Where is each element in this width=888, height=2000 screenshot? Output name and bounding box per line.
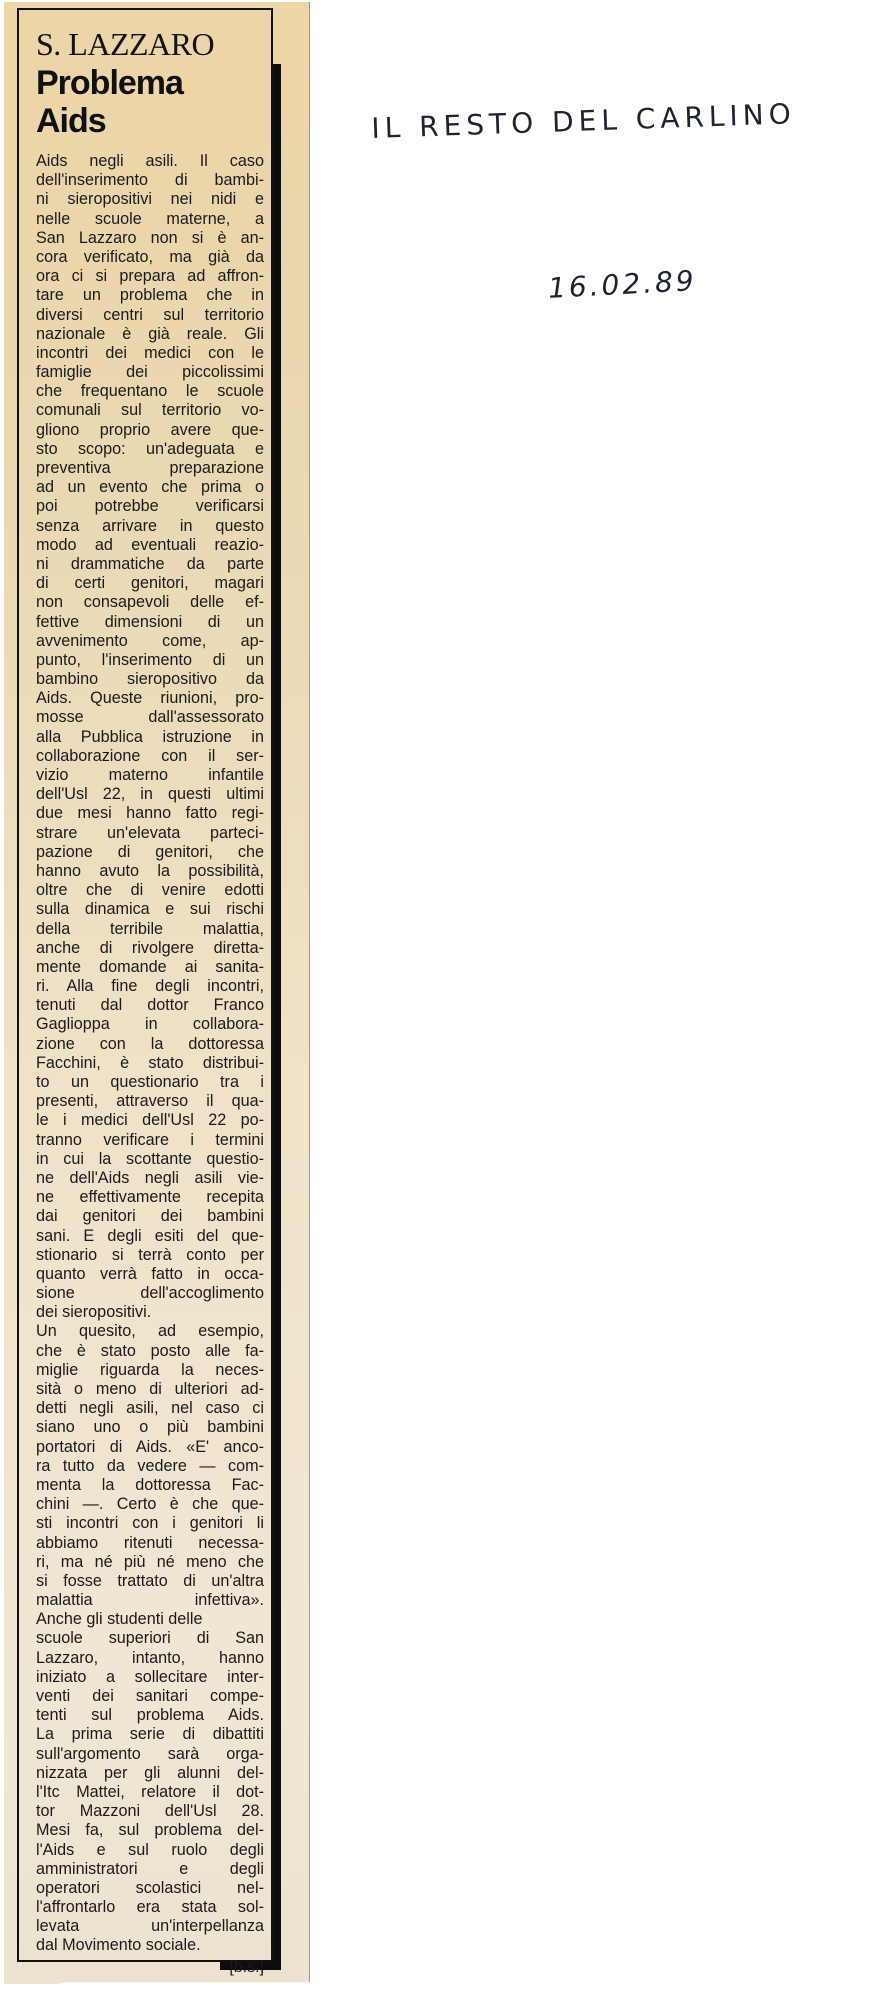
article-line: levata un'interpellanza bbox=[36, 1917, 264, 1936]
article-line: sulla dinamica e sui rischi bbox=[36, 900, 264, 919]
article-line: dei sieropositivi. bbox=[36, 1303, 152, 1322]
article-line: chini —. Certo è che que- bbox=[36, 1495, 264, 1514]
article-line: incontri dei medici con le bbox=[36, 343, 264, 362]
article-line: dai genitori dei bambini bbox=[36, 1207, 264, 1226]
article-line: avvenimento come, ap- bbox=[36, 631, 264, 650]
article-line: mosse dall'assessorato bbox=[36, 708, 264, 727]
article-line: ne effettivamente recepita bbox=[36, 1188, 264, 1207]
article-line: nizzata per gli alunni del- bbox=[36, 1763, 264, 1782]
article-line: gliono proprio avere que- bbox=[36, 420, 264, 439]
headline-line-2: Aids bbox=[36, 102, 106, 140]
article-line: menta la dottoressa Fac- bbox=[36, 1475, 264, 1494]
article-line: vizio materno infantile bbox=[36, 766, 264, 784]
article-line: sione dell'accoglimento bbox=[36, 1284, 264, 1303]
article-line: oltre che di venire edotti bbox=[36, 881, 264, 900]
article-line: malattia infettiva». bbox=[36, 1591, 264, 1610]
article-line: ad un evento che prima o bbox=[36, 478, 264, 497]
article-line: amministratori e degli bbox=[36, 1859, 264, 1878]
handwritten-newspaper-name: IL RESTO DEL CARLINO bbox=[370, 97, 797, 145]
article-line: tare un problema che in bbox=[36, 286, 264, 305]
article-line: stionario si terrà conto per bbox=[36, 1245, 264, 1264]
article-line: tranno verificare i termini bbox=[36, 1130, 264, 1149]
article-line: mente domande ai sanita- bbox=[36, 957, 264, 976]
article-line: sti incontri con i genitori li bbox=[36, 1514, 264, 1533]
article-line: ra tutto da vedere — com- bbox=[36, 1456, 264, 1475]
article-line: tor Mazzoni dell'Usl 28. bbox=[36, 1802, 264, 1821]
article-headline bbox=[36, 64, 264, 140]
article-line: sani. E degli esiti del que- bbox=[36, 1226, 264, 1245]
column-rule bbox=[309, 2, 310, 1988]
article-line: miglie riguarda la neces- bbox=[36, 1360, 264, 1379]
article-line: non consapevoli delle ef- bbox=[36, 593, 264, 612]
article-line: siano uno o più bambini bbox=[36, 1418, 264, 1437]
article-line: poi potrebbe verificarsi bbox=[36, 497, 264, 516]
article-line: l'Aids e sul ruolo degli bbox=[36, 1840, 264, 1859]
article-line: dal Movimento sociale. bbox=[36, 1936, 201, 1955]
article-line: anche di rivolgere diretta- bbox=[36, 938, 264, 957]
article-line: dell'inserimento di bambi- bbox=[36, 171, 264, 190]
article-byline: [b.s.] bbox=[229, 1958, 264, 1976]
article-line: l'Itc Mattei, relatore il dot- bbox=[36, 1782, 264, 1801]
article-line: quanto verrà fatto in occa- bbox=[36, 1264, 264, 1283]
article-line: Anche gli studenti delle bbox=[36, 1610, 203, 1629]
article-line: ri. Alla fine degli incontri, bbox=[36, 977, 264, 996]
headline-line-1: Problema bbox=[36, 64, 183, 102]
article-line: tenti sul problema Aids. bbox=[36, 1706, 264, 1725]
article-line: fettive dimensioni di un bbox=[36, 612, 264, 631]
article-line: che frequentano le scuole bbox=[36, 382, 264, 401]
article-line: nazionale è già reale. Gli bbox=[36, 324, 264, 343]
article-line: in cui la scottante questio- bbox=[36, 1149, 264, 1168]
handwritten-date: 16.02.89 bbox=[547, 264, 698, 305]
article-line: Aids negli asili. Il caso bbox=[36, 152, 264, 170]
article-line: della terribile malattia, bbox=[36, 919, 264, 938]
article-line: si fosse trattato di un'altra bbox=[36, 1571, 264, 1590]
article-line: abbiamo ritenuti necessa- bbox=[36, 1533, 264, 1552]
article-line: to un questionario tra i bbox=[36, 1073, 264, 1091]
article-line: punto, l'inserimento di un bbox=[36, 650, 264, 669]
newspaper-clipping bbox=[4, 2, 310, 1984]
article-line: famiglie dei piccolissimi bbox=[36, 363, 264, 382]
article-line: Lazzaro, intanto, hanno bbox=[36, 1648, 264, 1667]
article-body bbox=[36, 152, 264, 1956]
article-line: sull'argomento sarà orga- bbox=[36, 1744, 264, 1763]
article-line: nelle scuole materne, a bbox=[36, 209, 264, 228]
article-line: bambino sieropositivo da bbox=[36, 670, 264, 689]
article-line: le i medici dell'Usl 22 po- bbox=[36, 1111, 264, 1130]
article-line: Gaglioppa in collabora- bbox=[36, 1015, 264, 1034]
article-line: venti dei sanitari compe- bbox=[36, 1687, 264, 1705]
article-line: modo ad eventuali reazio- bbox=[36, 535, 264, 554]
article-line: di certi genitori, magari bbox=[36, 574, 264, 593]
frame-shadow-right bbox=[273, 64, 281, 1970]
article-line: presenti, attraverso il qua- bbox=[36, 1092, 264, 1111]
article-line: alla Pubblica istruzione in bbox=[36, 727, 264, 746]
article-line: ne dell'Aids negli asili vie- bbox=[36, 1168, 264, 1187]
article-line: hanno avuto la possibilità, bbox=[36, 861, 264, 880]
article-kicker: S. LAZZARO bbox=[36, 26, 215, 62]
article bbox=[36, 26, 264, 1978]
article-line: l'affrontarlo era stata sol- bbox=[36, 1898, 264, 1917]
article-line: pazione di genitori, che bbox=[36, 842, 264, 861]
article-line: zione con la dottoressa bbox=[36, 1034, 264, 1053]
article-line: senza arrivare in questo bbox=[36, 516, 264, 535]
article-line: che è stato posto alle fa- bbox=[36, 1341, 264, 1360]
article-line: detti negli asili, nel caso ci bbox=[36, 1399, 264, 1418]
article-line: scuole superiori di San bbox=[36, 1629, 264, 1648]
article-line: ri, ma né più né meno che bbox=[36, 1552, 264, 1571]
article-line: diversi centri sul territorio bbox=[36, 305, 264, 324]
article-line: sità o meno di ulteriori ad- bbox=[36, 1380, 264, 1398]
article-line: strare un'elevata parteci- bbox=[36, 823, 264, 842]
article-line: collaborazione con il ser- bbox=[36, 746, 264, 765]
torn-edge bbox=[4, 1978, 310, 1992]
article-line: ni drammatiche da parte bbox=[36, 554, 264, 573]
article-line: portatori di Aids. «E' anco- bbox=[36, 1437, 264, 1456]
article-line: ora ci si prepara ad affron- bbox=[36, 267, 264, 286]
article-line: San Lazzaro non si è an- bbox=[36, 228, 264, 247]
article-line: tenuti dal dottor Franco bbox=[36, 996, 264, 1015]
article-line: cora verificato, ma già da bbox=[36, 247, 264, 266]
article-line: operatori scolastici nel- bbox=[36, 1878, 264, 1897]
article-line: ni sieropositivi nei nidi e bbox=[36, 190, 264, 209]
article-line: sto scopo: un'adeguata e bbox=[36, 439, 264, 458]
article-line: Un quesito, ad esempio, bbox=[36, 1322, 264, 1341]
article-line: Facchini, è stato distribui- bbox=[36, 1053, 264, 1072]
article-line: iniziato a sollecitare inter- bbox=[36, 1667, 264, 1686]
article-line: comunali sul territorio vo- bbox=[36, 401, 264, 420]
article-line: preventiva preparazione bbox=[36, 459, 264, 477]
article-line: Aids. Queste riunioni, pro- bbox=[36, 689, 264, 708]
article-line: La prima serie di dibattiti bbox=[36, 1725, 264, 1744]
article-line: Mesi fa, sul problema del- bbox=[36, 1821, 264, 1840]
article-line: dell'Usl 22, in questi ultimi bbox=[36, 785, 264, 804]
article-line: due mesi hanno fatto regi- bbox=[36, 804, 264, 823]
